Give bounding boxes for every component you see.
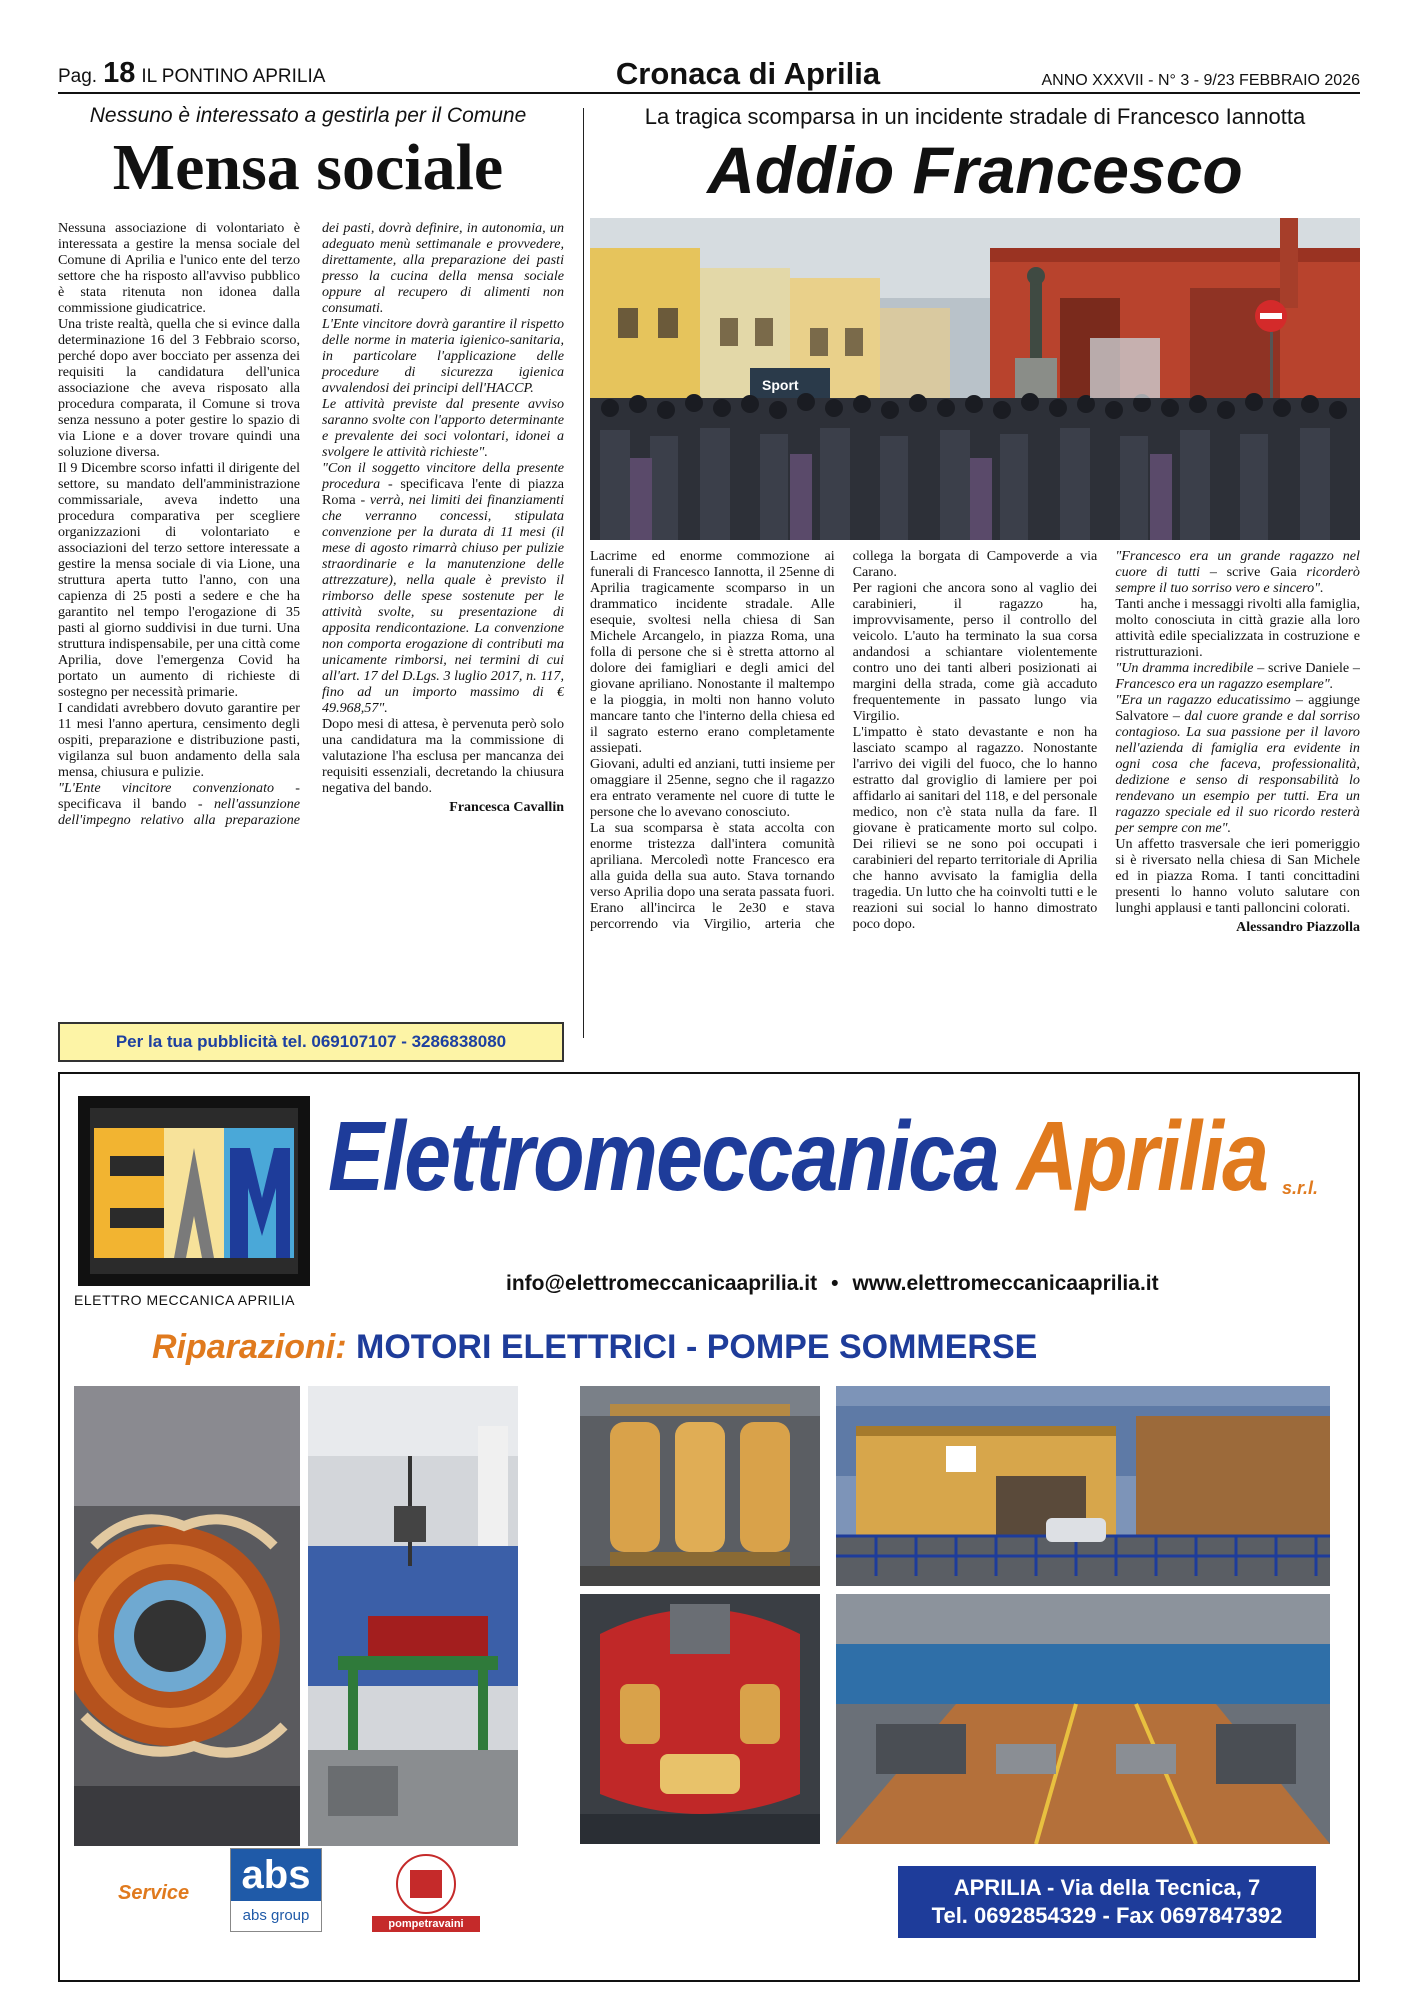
issue-info: ANNO XXXVII - N° 3 - 9/23 FEBBRAIO 2026 [1041,72,1360,89]
left-article-body [58,220,564,1002]
paragraph: Dopo mesi di attesa, è pervenuta però solo una candidatura ma la commissione di valutazione l'ha esclusa per mancanza dei requisiti essenziali, decretando la chiusura negativa del bando. [322,716,564,796]
paragraph: Nessuna associazione di volontariato è interessata a gestire la mensa sociale del Comune di Aprilia e l'unico ente del terzo settore che ha risposto all'avviso pubblico è stata ritenuta non idonea dalla commissione giudicatrice. [58,220,300,316]
funeral-crowd-photo [590,218,1360,540]
ad-contacts [506,1272,1159,1296]
section-title: Cronaca di Aprilia [615,56,881,91]
red-stator-photo [580,1594,820,1844]
separator: • [831,1272,839,1295]
paragraph: Giovani, adulti ed anziani, tutti insieme per omaggiare il 25enne, segno che il ragazzo era entrato veramente nel cuore di tutte le persone che lo avevano conosciuto. [590,756,835,820]
website-link[interactable]: www.elettromeccanicaaprilia.it [852,1272,1159,1295]
eam-logo [78,1096,310,1286]
logo-caption: ELETTRO MECCANICA APRILIA [74,1292,295,1308]
page-header [58,56,1360,94]
elettromeccanica-advertisement [58,1072,1360,1982]
workshop-interior-photo [836,1594,1330,1844]
address-line: APRILIA - Via della Tecnica, 7 [953,1875,1261,1900]
right-article-title: Addio Francesco [707,133,1243,207]
paragraph: Il 9 Dicembre scorso infatti il dirigente del settore, su mandato dell'amministrazione commissariale, aveva indetto una procedura comparativa per scegliere organizzazioni di volontariato e associazioni del terzo settore interessate a gestire la mensa sociale di via Lione, una struttura aperta tutto l'anno, con una capienza di 25 posti a sedere e che ha garantito nel tempo l'erogazione di 35 pasti al giorno suddivisi in due turni. Una struttura indispensabile, per una città come Aprilia, dove l'emergenza Covid ha portato un aumento di richieste di sostegno per necessità primarie. [58,460,300,700]
publication-name: IL PONTINO APRILIA [141,66,326,87]
right-article-kicker: La tragica scomparsa in un incidente stradale di Francesco Iannotta [644,104,1306,129]
shop-sign: Sport [762,377,799,393]
company-type: s.r.l. [1282,1178,1319,1198]
email-link[interactable]: info@elettromeccanicaaprilia.it [506,1272,818,1295]
address-box [898,1866,1316,1938]
paragraph: "Era un ragazzo educatissimo – aggiunge Salvatore – dal cuore grande e dal sorriso contagioso. La sua passione per il lavoro nell'azienda di famiglia era evidente in ogni cosa che faceva, professionalità, dedizione e senso di responsabilità lo rendevano un esempio per tutti. Era un ragazzo speciale ed il suo ricordo resterà per sempre con me". [1115,692,1360,836]
transformer-coils-photo [580,1386,820,1586]
eam-logo-graphic [90,1108,298,1274]
pompetravaini-logo: pompetravaini [372,1854,480,1932]
motor-winding-photo [74,1386,300,1846]
advertising-contact-banner: Per la tua pubblicità tel. 069107107 - 3286838080 [58,1022,564,1062]
paragraph: Un affetto trasversale che ieri pomeriggio si è riversato nella chiesa di San Michele ed in piazza Roma. I tanti concittadini presenti lo hanno voluto salutare con lunghi applausi e tanti palloncini colorati. [1115,836,1360,916]
page-info [58,57,325,90]
service-label: Service [118,1882,190,1904]
paragraph: Per ragioni che ancora sono al vaglio dei carabinieri, il ragazzo ha, improvvisamente, perso il controllo del veicolo. L'auto ha terminato la sua corsa andandosi a schiantare violentemente contro uno dei tanti alberi posizionati ai margini della strada, come già accaduto frequentemente in passato lungo via Virgilio. [852,580,1098,724]
right-article-body [590,548,1360,1048]
repairs-headline: Riparazioni: MOTORI ELETTRICI - POMPE SOMMERSE [152,1328,1038,1366]
paragraph: Le attività previste dal presente avviso saranno svolte con l'apporto determinante e prevalente dei soci volontari, idonei a svolgere le attività richieste". [322,396,564,460]
paragraph: Una triste realtà, quella che si evince dalla determinazione 16 del 3 Febbraio scorso, perché dopo aver bocciato per assenza dei requisiti la candidatura dell'unica associazione che aveva risposato alla procedura comparata, il Comune si trova senza nessuno a poter gestire lo spazio di via Lione e a dover trovare quindi una soluzione diversa. [58,316,300,460]
left-article-title: Mensa sociale [112,131,504,204]
column-divider [583,108,584,1038]
paragraph: "Francesco era un grande ragazzo nel cuore di tutti – scrive Gaia ricorderò sempre il tuo sorriso vero e sincero". [1115,548,1360,596]
paragraph: "Con il soggetto vincitore della presente procedura - specificava l'ente di piazza Roma - verrà, nei limiti dei finanziamenti che verranno concessi, stipulata convenzione per la durata di 11 mesi (il mese di agosto rimarrà chiuso per pulizie straordinarie e la manutenzione delle attrezzature), nella quale è previsto il rimborso delle spese sostenute per le attività svolte, su presentazione di apposita rendicontazione. La convenzione non comporta erogazione di contributi ma unicamente rimborsi, nei termini di cui all'art. 17 del D.Lgs. 3 luglio 2017, n. 117, fino ad un importo massimo di € 49.968,57". [322,460,564,716]
paragraph: L'Ente vincitore dovrà garantire il rispetto delle norme in materia igienico-sanitaria, in particolare l'applicazione delle procedure di sicurezza igienica avvalendosi dei principi dell'HACCP. [322,316,564,396]
workshop-crane-photo [308,1386,518,1846]
paragraph: "L'Ente vincitore convenzionato - specificava il bando - nell'assunzione dell'impegno relativo alla preparazione dei pasti, dovrà definire, in autonomia, un adeguato menù settimanale e provvedere, direttamente, alla preparazione dei pasti presso la cucina della mensa sociale oppure al recupero di alimenti non consumati. [58,220,564,828]
paragraph: L'impatto è stato devastante e non ha lasciato scampo al ragazzo. Nonostante l'arrivo dei vigili del fuoco, che lo hanno estratto dal groviglio di lamiere per poi affidarlo ai sanitari del 118, e del personale medico, non c'è stata nulla da fare. Il giovane è praticamente morto sul colpo. Dei rilievi se ne sono poi occupati i carabinieri del reparto territoriale di Aprilia che hanno avvisato la famiglia della tragedia. Un lutto che ha coinvolti tutti e le reazioni sui social lo hanno dimostrato poco dopo. [852,724,1098,932]
brand-name: Elettromeccanica Aprilia [328,1101,1268,1211]
phone-fax-line: Tel. 0692854329 - Fax 0697847392 [931,1903,1283,1928]
paragraph: Tanti anche i messaggi rivolti alla famiglia, molto conosciuta in città grazie alla loro attività edile specializzata in costruzione e ristrutturazioni. [1115,596,1360,660]
paragraph: "Un dramma incredibile – scrive Daniele – Francesco era un ragazzo esemplare". [1115,660,1360,692]
right-article-author: Alessandro Piazzolla [1236,920,1360,935]
paragraph: I candidati avrebbero dovuto garantire per 11 mesi l'anno apertura, censimento degli ospiti, preparazione e distribuzione pasti, vigilanza sul buon andamento della sala mensa, chiusura e pulizie. [58,700,300,780]
paragraph: Lacrime ed enorme commozione ai funerali di Francesco Iannotta, il 25enne di Aprilia tragicamente scomparso in un drammatico incidente stradale. Alle esequie, svoltesi nella chiesa di San Michele Arcangelo, in piazza Roma, una folla di persone che si è stretta attorno al dolore dei famigliari e degli amici del giovane apriliano. Nonostante il maltempo e la pioggia, in molti non hanno voluto mancare tanto che l'interno della chiesa ed il sagrato esterno erano completamente assiepati. [590,548,835,756]
funeral-photo-illustration [590,218,1360,540]
page-label: Pag. [58,66,98,87]
company-building-photo [836,1386,1330,1586]
left-article-author: Francesca Cavallin [449,800,564,815]
page-number: 18 [103,57,136,89]
paragraph: La sua scomparsa è stata accolta con enorme tristezza dall'intera comunità apriliana. Mercoledì notte Francesco era alla guida della sua auto. Stava tornando verso Aprilia dopo una serata passata fuori. Erano all'incirca le 2e30 e stava percorrendo via Virgilio, arteria che collega la borgata di Campoverde a via Carano. [590,548,1098,932]
abs-group-logo: abs abs group [230,1848,322,1932]
left-article-kicker: Nessuno è interessato a gestirla per il Comune [89,104,527,127]
